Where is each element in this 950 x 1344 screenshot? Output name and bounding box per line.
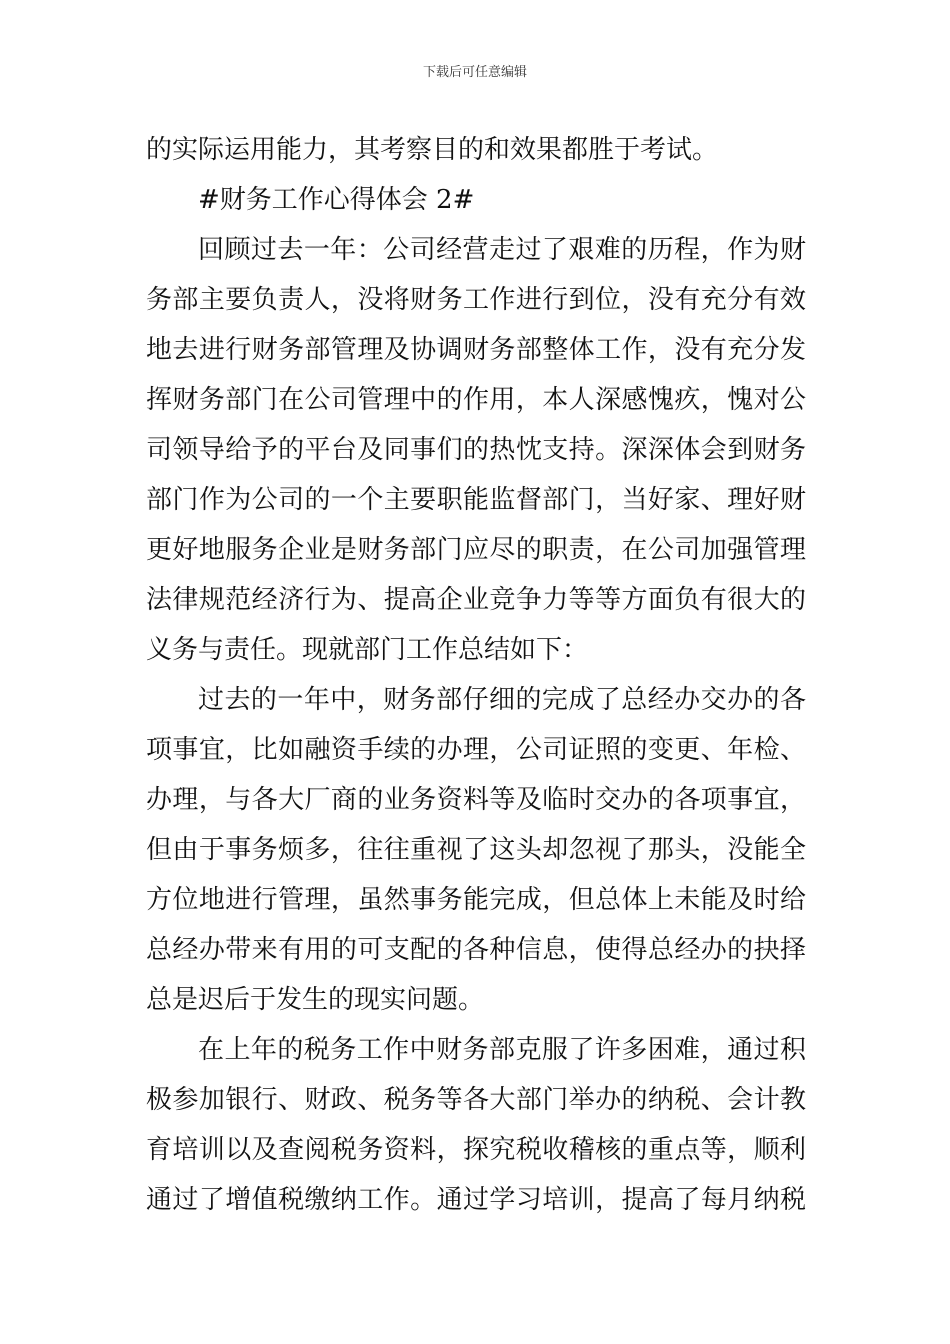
- text-line: 回顾过去一年：公司经营走过了艰难的历程，作为财: [198, 235, 806, 265]
- text-line: 育培训以及查阅税务资料，探究税收稽核的重点等，顺利: [146, 1135, 806, 1165]
- text-line: 但由于事务烦多，往往重视了这头却忽视了那头，没能全: [146, 835, 806, 865]
- text-line: 地去进行财务部管理及协调财务部整体工作，没有充分发: [146, 335, 806, 365]
- text-line: 部门作为公司的一个主要职能监督部门，当好家、理好财: [146, 485, 806, 515]
- text-line: 义务与责任。现就部门工作总结如下：: [146, 635, 589, 665]
- text-line: 总经办带来有用的可支配的各种信息，使得总经办的抉择: [146, 935, 806, 965]
- text-line: 在上年的税务工作中财务部克服了许多困难，通过积: [198, 1035, 806, 1065]
- document-body: [146, 125, 806, 1225]
- page-header: 下载后可任意编辑: [422, 65, 527, 80]
- text-line: 办理，与各大厂商的业务资料等及临时交办的各项事宜，: [146, 785, 806, 815]
- text-line: 法律规范经济行为、提高企业竞争力等等方面负有很大的: [146, 585, 806, 615]
- text-line: 极参加银行、财政、税务等各大部门举办的纳税、会计教: [146, 1085, 806, 1115]
- text-line: 务部主要负责人，没将财务工作进行到位，没有充分有效: [146, 285, 806, 315]
- text-line: 项事宜，比如融资手续的办理，公司证照的变更、年检、: [146, 735, 806, 765]
- text-line: 总是迟后于发生的现实问题。: [146, 985, 485, 1015]
- text-line: 方位地进行管理，虽然事务能完成，但总体上未能及时给: [146, 885, 806, 915]
- text-line: 通过了增值税缴纳工作。通过学习培训，提高了每月纳税: [146, 1185, 806, 1215]
- text-line: #财务工作心得体会 2#: [198, 185, 475, 215]
- text-line: 过去的一年中，财务部仔细的完成了总经办交办的各: [198, 685, 806, 715]
- text-line: 的实际运用能力，其考察目的和效果都胜于考试。: [146, 135, 719, 165]
- text-line: 挥财务部门在公司管理中的作用，本人深感愧疚，愧对公: [146, 385, 806, 415]
- text-line: 司领导给予的平台及同事们的热忱支持。深深体会到财务: [146, 435, 806, 465]
- text-line: 更好地服务企业是财务部门应尽的职责，在公司加强管理: [146, 535, 806, 565]
